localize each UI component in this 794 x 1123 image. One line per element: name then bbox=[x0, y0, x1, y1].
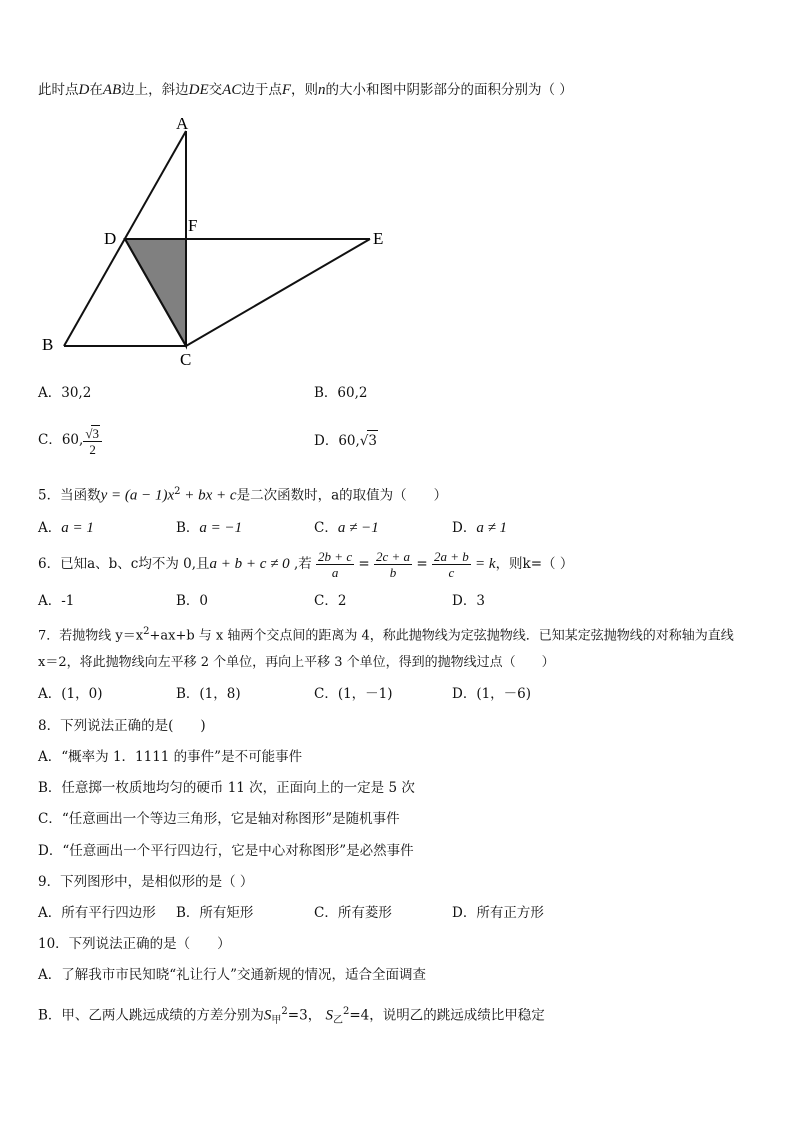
q9-option-c[interactable]: C．所有菱形 bbox=[314, 905, 392, 921]
q9-option-b[interactable]: B．所有矩形 bbox=[176, 905, 254, 921]
q4-option-a[interactable]: A．30,2 bbox=[38, 385, 92, 401]
q9-option-a[interactable]: A．所有平行四边形 bbox=[38, 905, 156, 921]
q4-option-b[interactable]: B．60,2 bbox=[314, 385, 368, 401]
q5-option-c[interactable]: C．a ≠ −1 bbox=[314, 520, 379, 536]
q4-stem: 此时点D在AB边上，斜边DE交AC边于点F，则n的大小和图中阴影部分的面积分别为（ ） bbox=[38, 82, 573, 98]
q6-option-c[interactable]: C．2 bbox=[314, 593, 347, 609]
q4-option-d[interactable]: D．60,√3 bbox=[314, 430, 378, 451]
q6-option-d[interactable]: D．3 bbox=[452, 593, 485, 609]
geometry-figure bbox=[38, 108, 398, 373]
q7-stem-line1: 7．若抛物线 $y=x^2+ax+b$ 与 x 轴两个交点间的距离为 4，称此抛物线为定弦抛物线．已知某定弦抛物线的对称轴为直线 bbox=[38, 626, 734, 644]
q5-option-b[interactable]: B．a = −1 bbox=[176, 520, 243, 536]
q7-option-c[interactable]: C．(1，－1) bbox=[314, 686, 393, 702]
q7-option-d[interactable]: D．(1，－6) bbox=[452, 686, 532, 702]
q9-stem: 9．下列图形中，是相似形的是（ ） bbox=[38, 874, 254, 890]
q5-option-a[interactable]: A．a = 1 bbox=[38, 520, 94, 536]
label-F: F bbox=[188, 216, 198, 235]
q8-stem: 8．下列说法正确的是( ) bbox=[38, 718, 206, 734]
q7-option-b[interactable]: B．(1，8) bbox=[176, 686, 241, 702]
q10-option-b[interactable]: B．甲、乙两人跳远成绩的方差分别为$S_甲^2=3$， $S_乙^2=4$，说明乙的跳远成绩比甲稳定 bbox=[38, 1006, 545, 1027]
label-C: C bbox=[180, 350, 192, 369]
q5-option-d[interactable]: D．a ≠ 1 bbox=[452, 520, 508, 536]
q8-option-b[interactable]: B．任意掷一枚质地均匀的硬币 11 次，正面向上的一定是 5 次 bbox=[38, 780, 415, 796]
q7-stem-line2: x＝2，将此抛物线向左平移 2 个单位，再向上平移 3 个单位，得到的抛物线过点（ ） bbox=[38, 655, 555, 670]
q7-option-a[interactable]: A．(1，0) bbox=[38, 686, 103, 702]
q10-option-a[interactable]: A．了解我市市民知晓“礼让行人”交通新规的情况，适合全面调查 bbox=[38, 967, 427, 983]
q8-option-c[interactable]: C．“任意画出一个等边三角形，它是轴对称图形”是随机事件 bbox=[38, 811, 400, 827]
q9-option-d[interactable]: D．所有正方形 bbox=[452, 905, 544, 921]
q8-option-d[interactable]: D．“任意画出一个平行四边行，它是中心对称图形”是必然事件 bbox=[38, 843, 414, 859]
label-D: D bbox=[104, 229, 117, 248]
label-A: A bbox=[176, 114, 189, 133]
q6-stem: 6．已知a、b、c均不为 0,且a + b + c ≠ 0 ,若 $\frac{2b + c}{a}$ = $\frac{2c + a}{b}$ = $\frac{2a + b}{c}$ = k，则k=（ ） bbox=[38, 549, 574, 580]
q10-stem: 10．下列说法正确的是（ ） bbox=[38, 936, 231, 952]
q6-option-b[interactable]: B．0 bbox=[176, 593, 209, 609]
q8-option-a[interactable]: A．“概率为 1．1111 的事件”是不可能事件 bbox=[38, 749, 303, 765]
q5-stem: 5．当函数$y = (a - 1)x^2$ + bx + c是二次函数时，a的取值为（ ） bbox=[38, 486, 448, 504]
edge-CE bbox=[186, 239, 370, 346]
label-E: E bbox=[373, 229, 384, 248]
q6-option-a[interactable]: A．-1 bbox=[38, 593, 75, 609]
q4-option-c[interactable]: C．60, $\frac{√3}{2}$ bbox=[38, 422, 102, 458]
label-B: B bbox=[42, 335, 54, 354]
